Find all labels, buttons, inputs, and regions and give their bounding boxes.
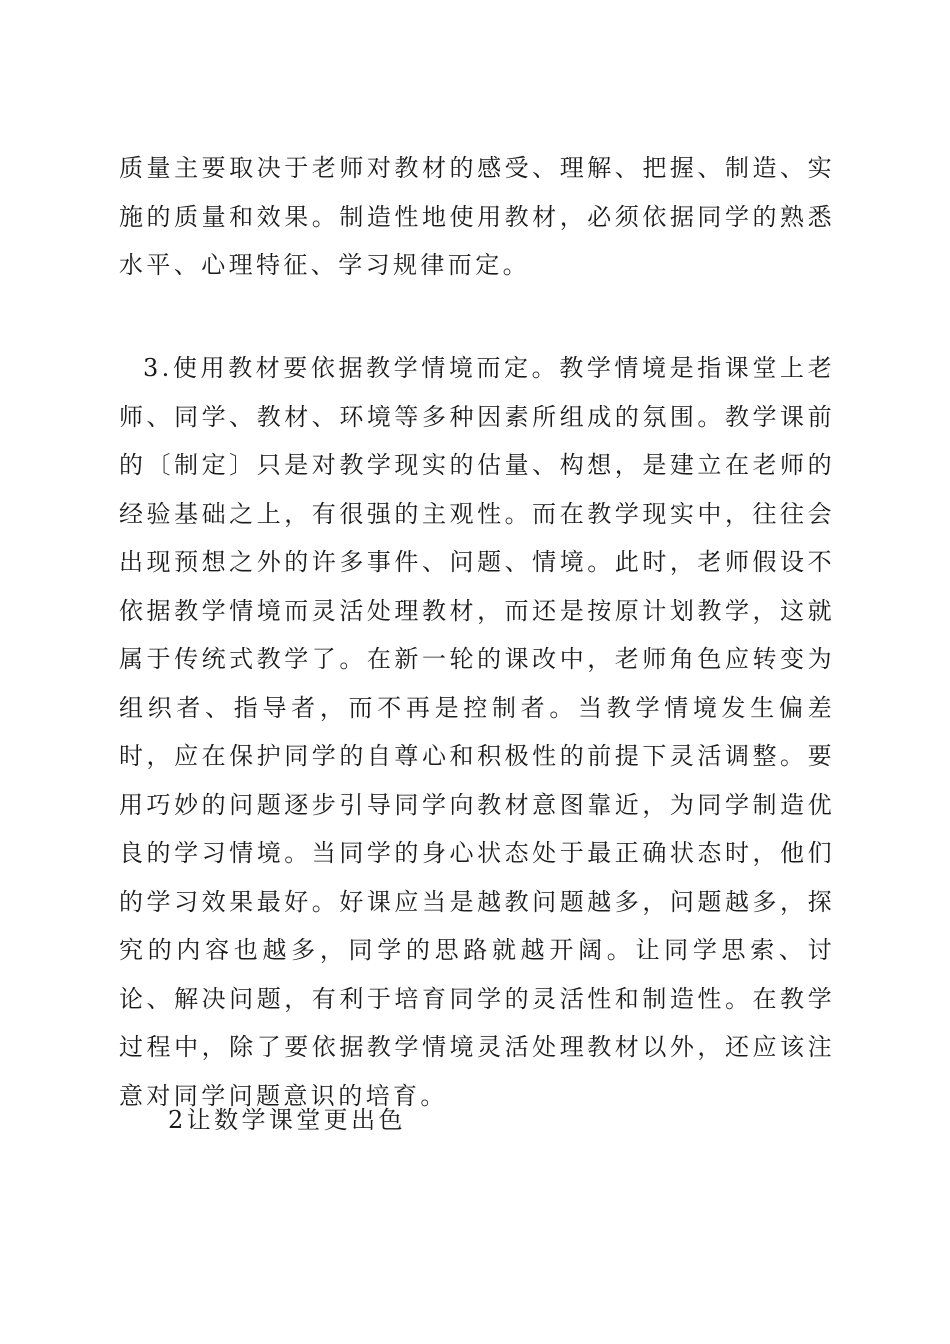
section-heading — [168, 1096, 568, 1145]
paragraph-teaching-context — [119, 344, 835, 1120]
paragraph-textbook-usage — [119, 144, 835, 290]
heading-text: 2让数学课堂更出色 — [168, 1106, 406, 1134]
paragraph-text: 质量主要取决于老师对教材的感受、理解、把握、制造、实施的质量和效果。制造性地使用教材，必须依据同学的熟悉水平、心理特征、学习规律而定。 — [119, 154, 835, 279]
paragraph-text: 3.使用教材要依据教学情境而定。教学情境是指课堂上老师、同学、教材、环境等多种因素所组成的氛围。教学课前的〔制定〕只是对教学现实的估量、构想，是建立在老师的经验基础之上，有很强的主观性。而在教学现实中，往往会出现预想之外的许多事件、问题、情境。此时，老师假设不依据教学情境而灵活处理教材，而还是按原计划教学，这就属于传统式教学了。在新一轮的课改中，老师角色应转变为组织者、指导者，而不再是控制者。当教学情境发生偏差时，应在保护同学的自尊心和积极性的前提下灵活调整。要用巧妙的问题逐步引导同学向教材意图靠近，为同学制造优良的学习情境。当同学的身心状态处于最正确状态时，他们的学习效果最好。好课应当是越教问题越多，问题越多，探究的内容也越多，同学的思路就越开阔。让同学思索、讨论、解决问题，有利于培育同学的灵活性和制造性。在教学过程中，除了要依据教学情境灵活处理教材以外，还应该注意对同学问题意识的培育。 — [119, 354, 835, 1110]
